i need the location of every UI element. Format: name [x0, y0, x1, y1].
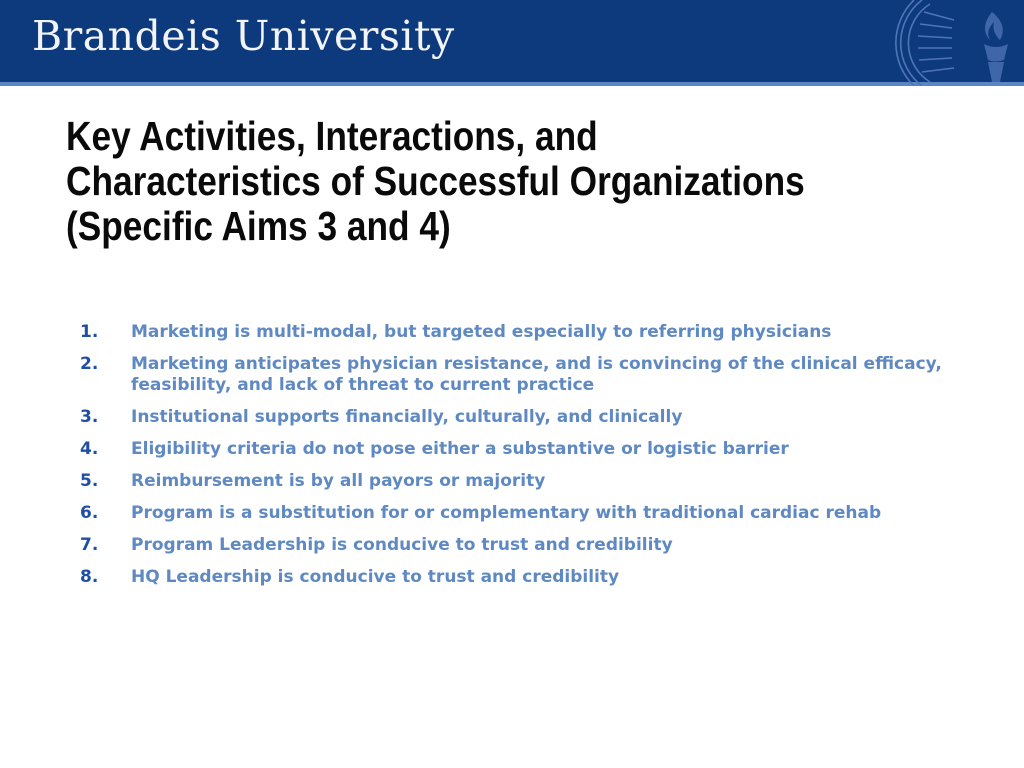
list-item — [80, 439, 950, 460]
header-bar — [0, 0, 1024, 86]
title-line-1: Key Activities, Interactions, and — [66, 113, 598, 159]
item-text: Institutional supports financially, culturally, and clinically — [131, 407, 683, 427]
item-text: Marketing anticipates physician resistance, and is convincing of the clinical efficacy, feasibility, and lack of threat to current practice — [131, 354, 942, 395]
list-item — [80, 407, 950, 428]
item-text: HQ Leadership is conducive to trust and credibility — [131, 567, 620, 587]
list-item — [80, 354, 950, 396]
item-number: 4. — [80, 439, 99, 459]
list-item — [80, 322, 950, 343]
list-item — [80, 471, 950, 492]
item-number: 3. — [80, 407, 99, 427]
title-line-2: Characteristics of Successful Organizations — [66, 158, 805, 204]
list-item — [80, 503, 950, 524]
item-text: Program Leadership is conducive to trust and credibility — [131, 535, 673, 555]
torch-seal-icon — [884, 0, 1024, 86]
item-text: Marketing is multi-modal, but targeted especially to referring physicians — [131, 322, 832, 342]
item-number: 6. — [80, 503, 99, 523]
aims-list — [80, 322, 950, 599]
item-number: 1. — [80, 322, 99, 342]
item-number: 8. — [80, 567, 99, 587]
title-line-3: (Specific Aims 3 and 4) — [66, 203, 451, 249]
item-number: 2. — [80, 354, 99, 374]
list-item — [80, 567, 950, 588]
item-text: Eligibility criteria do not pose either a substantive or logistic barrier — [131, 439, 789, 459]
item-text: Program is a substitution for or complementary with traditional cardiac rehab — [131, 503, 882, 523]
item-number: 7. — [80, 535, 99, 555]
list-item — [80, 535, 950, 556]
slide-title — [66, 114, 849, 249]
item-number: 5. — [80, 471, 99, 491]
item-text: Reimbursement is by all payors or majority — [131, 471, 546, 491]
brand-wordmark: Brandeis University — [32, 12, 455, 60]
